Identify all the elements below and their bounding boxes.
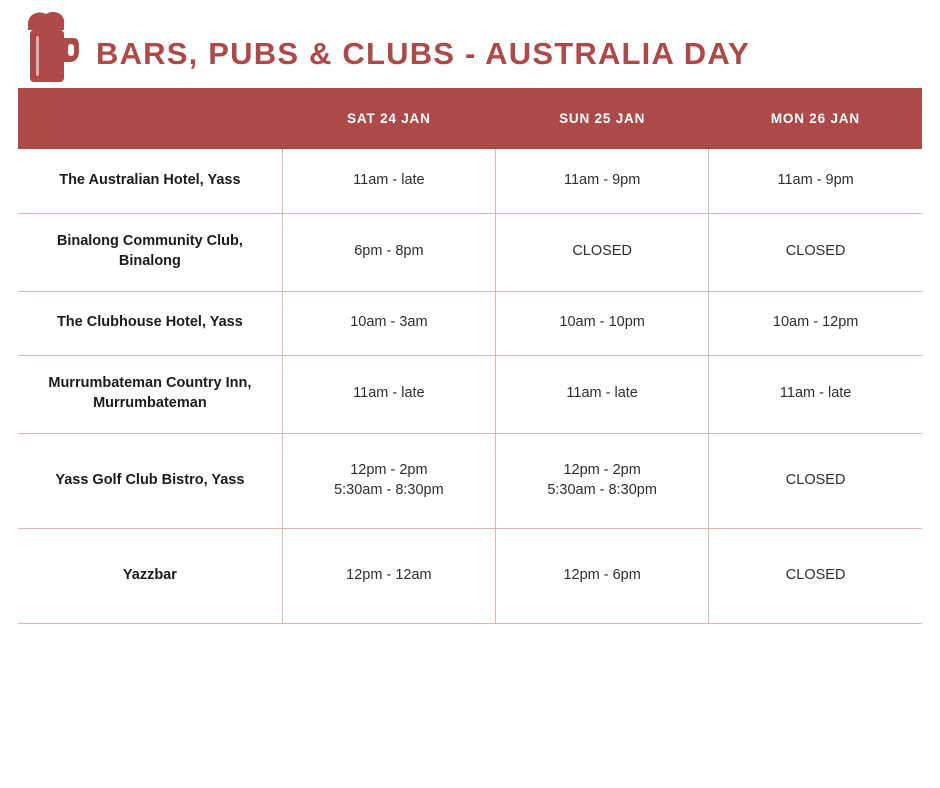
hours-mon: 11am - 9pm	[709, 149, 922, 213]
hours-sun: 10am - 10pm	[496, 291, 709, 355]
hours-mon: 10am - 12pm	[709, 291, 922, 355]
venue-name: Murrumbateman Country Inn, Murrumbateman	[18, 355, 282, 433]
hours-sun: 11am - 9pm	[496, 149, 709, 213]
table-header-row	[18, 88, 922, 149]
venue-name: The Australian Hotel, Yass	[18, 149, 282, 213]
hours-mon: CLOSED	[709, 213, 922, 291]
page-title: BARS, PUBS & CLUBS - AUSTRALIA DAY	[96, 36, 750, 71]
hours-mon: CLOSED	[709, 528, 922, 623]
beer-glass-icon	[14, 8, 80, 86]
column-header-sat: SAT 24 JAN	[282, 88, 495, 149]
hours-line: 12pm - 2pm	[350, 461, 428, 478]
column-header-mon: MON 26 JAN	[709, 88, 922, 149]
opening-hours-table	[18, 88, 922, 624]
hours-sat: 11am - late	[282, 355, 495, 433]
venue-name: Yazzbar	[18, 528, 282, 623]
hours-mon: 11am - late	[709, 355, 922, 433]
column-header-sun: SUN 25 JAN	[496, 88, 709, 149]
table-row	[18, 528, 922, 623]
hours-sat: 10am - 3am	[282, 291, 495, 355]
hours-sun	[496, 433, 709, 528]
hours-sun: 12pm - 6pm	[496, 528, 709, 623]
hours-sat: 6pm - 8pm	[282, 213, 495, 291]
hours-sat: 11am - late	[282, 149, 495, 213]
venue-name: Binalong Community Club, Binalong	[18, 213, 282, 291]
hours-sat	[282, 433, 495, 528]
hours-sat: 12pm - 12am	[282, 528, 495, 623]
table-row	[18, 433, 922, 528]
hours-sun: CLOSED	[496, 213, 709, 291]
table-row	[18, 355, 922, 433]
venue-name: The Clubhouse Hotel, Yass	[18, 291, 282, 355]
hours-sun: 11am - late	[496, 355, 709, 433]
page-header	[0, 0, 940, 90]
hours-mon: CLOSED	[709, 433, 922, 528]
hours-line: 5:30am - 8:30pm	[334, 481, 444, 498]
schedule-table-container	[18, 88, 922, 624]
table-row	[18, 291, 922, 355]
venue-name: Yass Golf Club Bistro, Yass	[18, 433, 282, 528]
column-header-venue	[18, 88, 282, 149]
table-row	[18, 149, 922, 213]
hours-line: 12pm - 2pm	[563, 461, 641, 478]
hours-line: 5:30am - 8:30pm	[547, 481, 657, 498]
table-row	[18, 213, 922, 291]
